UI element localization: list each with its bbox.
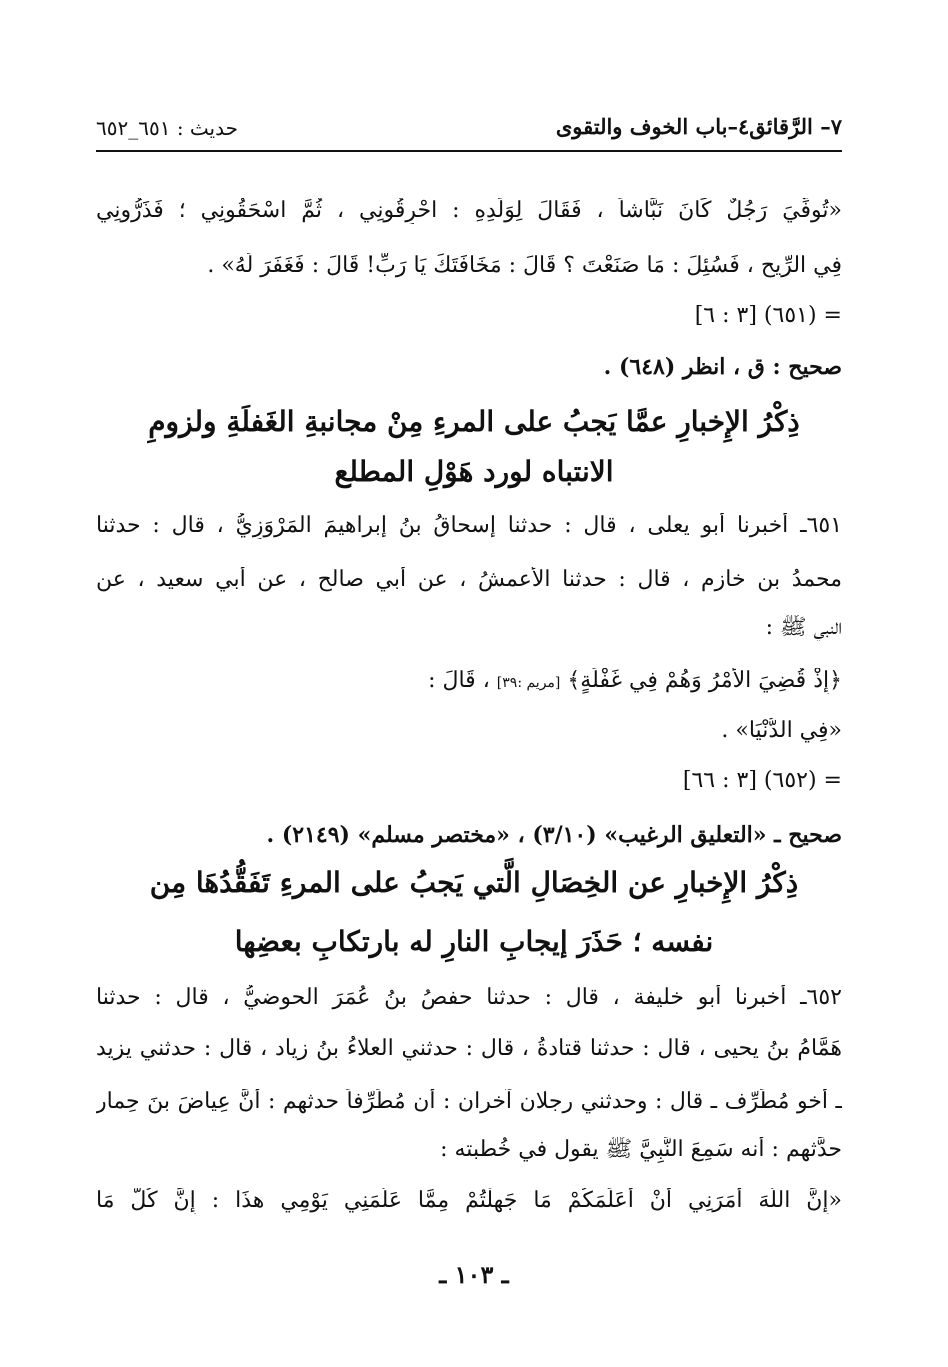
section-heading: نفسه ؛ حَذَرَ إيجابِ النارِ له بارتكابِ بعضِها <box>234 925 714 958</box>
book-title: ٧– الرَّقائق <box>749 114 842 139</box>
header-right <box>516 114 842 139</box>
quran-reference: [مريم :٣٩] <box>496 675 561 691</box>
isnad-line: ـ أخو مُطَرِّف ـ قال : وحدثني رجلان آخران : أن مُطَرِّفاً حدثهم : أَنَّ عِياضَ بنَ حِمار <box>96 1089 842 1114</box>
section-heading: الانتباه لورد هَوْلِ المطلع <box>334 455 614 488</box>
chapter-title: ٤–باب الخوف والتقوى <box>555 114 750 139</box>
grading-note: صحيح ـ «التعليق الرغيب» (٣/١٠) ، «مختصر مسلم» (٢١٤٩) . <box>266 822 842 848</box>
hadith-text-line: «تُوفِّيَ رَجُلٌ كَانَ نَبَّاشاً ، فَقَالَ لِوَلَدِهِ : احْرِقُونِي ، ثُمَّ اسْحَقُونِي ؛ فَذَرُّونِي <box>96 198 842 223</box>
header-rule <box>96 150 842 152</box>
hadith-text-line: «فِي الدُّنْيَا» . <box>721 718 842 743</box>
grading-note: صحيح : ق ، انظر (٦٤٨) . <box>603 354 842 380</box>
page-number: ـ ١٠٣ ـ <box>439 1260 509 1289</box>
isnad-line: ٦٥٢ـ أخبرنا أبو خليفة ، قال : حدثنا حفصُ بنُ عُمَرَ الحوضيُّ ، قال : حدثنا <box>96 985 842 1010</box>
takhrij-reference: = (٦٥٢) [٣ : ٦٦] <box>682 768 842 793</box>
section-heading: ذِكْرُ الإِخبارِ عن الخِصَالِ الَّتي يَجبُ على المرءِ تَفَقُّدُهَا مِن <box>149 866 799 899</box>
isnad-line: ٦٥١ـ أخبرنا أبو يعلى ، قال : حدثنا إسحاقُ بنُ إبراهيمَ المَرْوَزِيُّ ، قال : حدثنا <box>96 513 842 538</box>
quran-continuation: ، قَالَ : <box>428 668 490 693</box>
running-header <box>96 108 842 148</box>
quran-quote-line <box>96 668 842 694</box>
isnad-line: النبي ﷺ : <box>765 615 842 640</box>
takhrij-reference: = (٦٥١) [٣ : ٦] <box>694 303 842 328</box>
isnad-line: حدَّثهم : أنه سَمِعَ النَّبِيَّ ﷺ يقول في خُطبته : <box>440 1137 842 1162</box>
isnad-line: هَمَّامُ بنُ يحيى ، قال : حدثنا قتادةُ ، قال : حدثني العلاءُ بنُ زياد ، قال : حدثني يزيد <box>96 1036 842 1061</box>
quran-verse: ﴿إِذْ قُضِيَ الأَمْرُ وَهُمْ فِي غَفْلَةٍ﴾ <box>567 668 842 693</box>
isnad-line: محمدُ بن خازم ، قال : حدثنا الأعمشُ ، عن أبي صالح ، عن أبي سعيد ، عن <box>96 567 842 592</box>
hadith-range: حديث : ٦٥١_٦٥٢ <box>96 116 238 140</box>
hadith-text-line: فِي الرِّيحِ ، فَسُئِلَ : مَا صَنَعْتَ ؟ قَالَ : مَخَافَتَكَ يَا رَبِّ! قَالَ : فَغَفَرَ لَهُ» . <box>207 253 842 278</box>
section-heading: ذِكْرُ الإِخبارِ عمَّا يَجبُ على المرءِ مِنْ مجانبةِ الغَفلَةِ ولزومِ <box>148 405 800 438</box>
hadith-text-line: «إِنَّ اللَّهَ أَمَرَنِي أَنْ أُعَلِّمَكُمْ مَا جَهِلْتُمْ مِمَّا عَلَّمَنِي يَوْمِي هذَا : إِنَّ كُلَّ مَا <box>96 1188 842 1213</box>
